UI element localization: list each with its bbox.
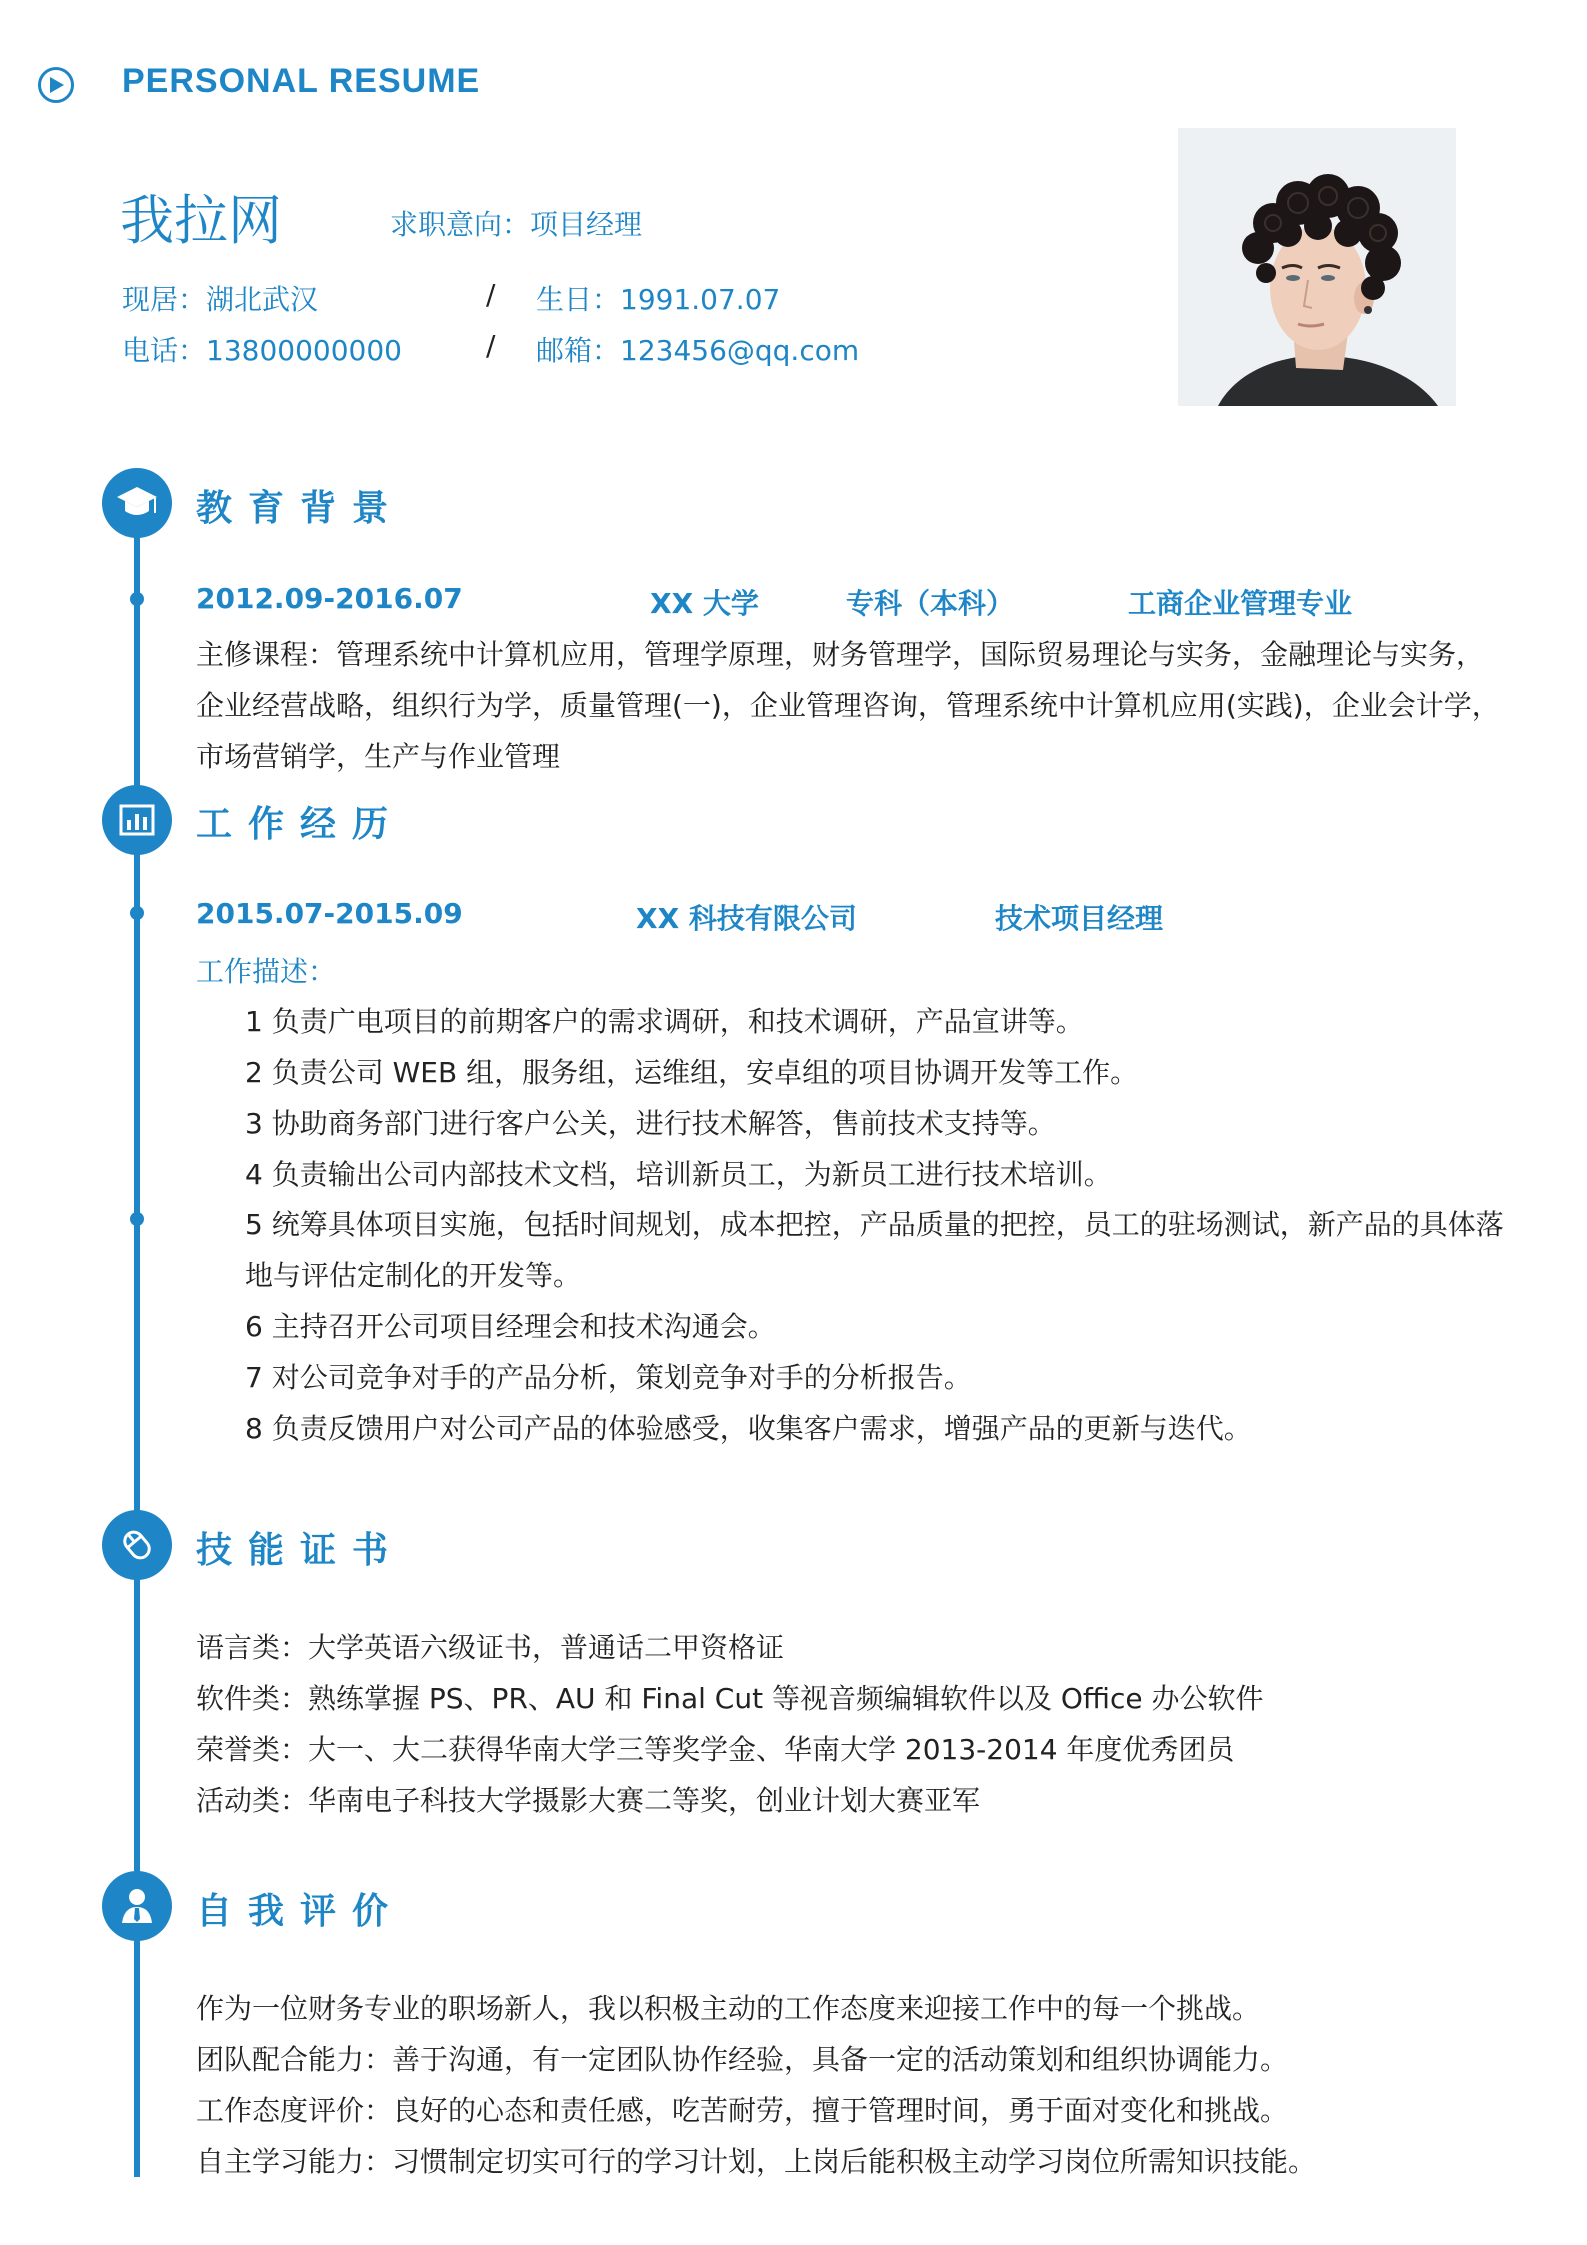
phone: 电话：13800000000 [122, 334, 402, 367]
work-item: 8 负责反馈用户对公司产品的体验感受，收集客户需求，增强产品的更新与迭代。 [245, 1412, 1252, 1445]
mouse-icon [102, 1510, 172, 1580]
work-company: XX 科技有限公司 [636, 902, 857, 935]
work-item: 3 协助商务部门进行客户公关，进行技术解答，售前技术支持等。 [245, 1107, 1056, 1140]
work-item: 地与评估定制化的开发等。 [245, 1259, 582, 1292]
job-intent: 求职意向：项目经理 [390, 208, 643, 241]
self-eval-item: 团队配合能力：善于沟通，有一定团队协作经验，具备一定的活动策划和组织协调能力。 [196, 2043, 1289, 2076]
resume-heading: PERSONAL RESUME [122, 62, 481, 100]
work-item: 1 负责广电项目的前期客户的需求调研，和技术调研，产品宣讲等。 [245, 1005, 1084, 1038]
work-item: 6 主持召开公司项目经理会和技术沟通会。 [245, 1310, 776, 1343]
timeline-dot [130, 1212, 144, 1226]
section-title-education: 教育背景 [196, 488, 405, 529]
birthday: 生日：1991.07.07 [536, 283, 781, 316]
section-title-work: 工作经历 [196, 804, 405, 845]
self-eval-item: 工作态度评价：良好的心态和责任感，吃苦耐劳，擅于管理时间，勇于面对变化和挑战。 [196, 2094, 1289, 2127]
skill-item: 荣誉类：大一、大二获得华南大学三等奖学金、华南大学 2013-2014 年度优秀团员 [196, 1733, 1235, 1766]
work-position: 技术项目经理 [995, 902, 1164, 935]
education-degree: 专科（本科） [846, 587, 1015, 620]
skill-item: 语言类：大学英语六级证书，普通话二甲资格证 [196, 1631, 785, 1664]
courses-line: 主修课程：管理系统中计算机应用，管理学原理，财务管理学，国际贸易理论与实务，金融理论与实务， [196, 638, 1485, 671]
section-title-skills: 技能证书 [196, 1530, 405, 1571]
profile-photo [1178, 128, 1456, 406]
work-item: 5 统筹具体项目实施，包括时间规划，成本把控，产品质量的把控，员工的驻场测试，新产品的具体落 [245, 1208, 1504, 1241]
timeline-dot [130, 906, 144, 920]
graduation-cap-icon [102, 468, 172, 538]
courses-line: 市场营销学，生产与作业管理 [196, 740, 561, 773]
section-title-self-eval: 自我评价 [196, 1891, 405, 1932]
work-item: 2 负责公司 WEB 组，服务组，运维组，安卓组的项目协调开发等工作。 [245, 1056, 1139, 1089]
email: 邮箱：123456@qq.com [536, 334, 860, 367]
work-desc-label: 工作描述： [196, 955, 337, 988]
separator: / [486, 278, 496, 311]
education-school: XX 大学 [650, 587, 759, 620]
self-eval-item: 自主学习能力：习惯制定切实可行的学习计划，上岗后能积极主动学习岗位所需知识技能。 [196, 2145, 1317, 2178]
skill-item: 软件类：熟练掌握 PS、PR、AU 和 Final Cut 等视音频编辑软件以及 Office 办公软件 [196, 1682, 1264, 1715]
education-period: 2012.09-2016.07 [196, 582, 463, 615]
work-item: 4 负责输出公司内部技术文档，培训新员工，为新员工进行技术培训。 [245, 1158, 1112, 1191]
separator: / [486, 329, 496, 362]
candidate-name: 我拉网 [120, 189, 282, 252]
bar-chart-icon [102, 785, 172, 855]
education-major: 工商企业管理专业 [1128, 587, 1353, 620]
self-eval-item: 作为一位财务专业的职场新人，我以积极主动的工作态度来迎接工作中的每一个挑战。 [196, 1992, 1261, 2025]
work-period: 2015.07-2015.09 [196, 897, 463, 930]
current-location: 现居：湖北武汉 [122, 283, 319, 316]
user-icon [102, 1871, 172, 1941]
skill-item: 活动类：华南电子科技大学摄影大赛二等奖，创业计划大赛亚军 [196, 1784, 981, 1817]
work-item: 7 对公司竞争对手的产品分析，策划竞争对手的分析报告。 [245, 1361, 972, 1394]
courses-line: 企业经营战略，组织行为学，质量管理(一)，企业管理咨询，管理系统中计算机应用(实践)，企业会计学， [196, 689, 1500, 722]
timeline-dot [130, 592, 144, 606]
play-circle-icon [38, 67, 74, 103]
